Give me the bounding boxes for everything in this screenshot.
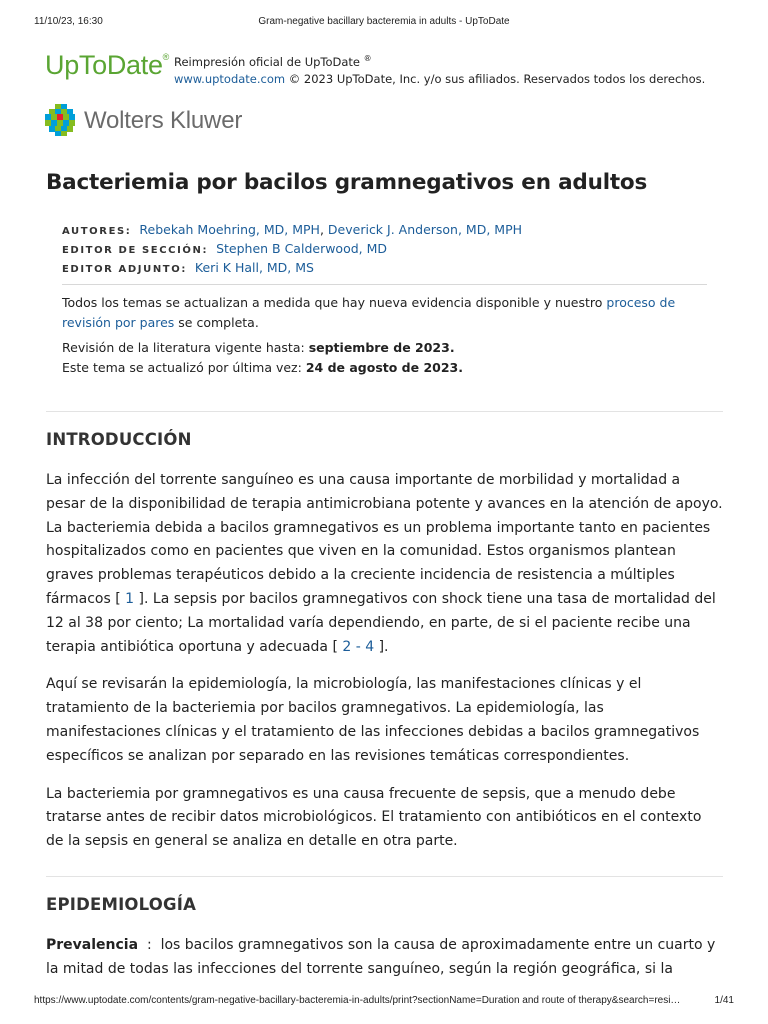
update-note [62, 293, 707, 333]
section-divider [46, 411, 723, 412]
last-updated-line [62, 358, 707, 378]
lit-review-line [62, 338, 707, 358]
peer-review-link[interactable]: proceso de revisión por pares [62, 295, 676, 330]
authors-label: AUTORES: [62, 226, 132, 237]
reference-link-2-4[interactable]: 2 - 4 [342, 638, 375, 655]
copyright-text: © 2023 UpToDate, Inc. y/o sus afiliados. Reservados todos los derechos. [285, 71, 706, 86]
article-title: Bacteriemia por bacilos gramnegativos en adultos [46, 170, 648, 195]
deputy-editor-label: EDITOR ADJUNTO: [62, 264, 187, 275]
last-updated-label: Este tema se actualizó por última vez: [62, 360, 302, 375]
uptodate-logo-text: UpToDate [45, 50, 163, 80]
author-link-2[interactable]: Deverick J. Anderson, MD, MPH [327, 222, 523, 237]
reference-link-1[interactable]: 1 [125, 590, 135, 607]
reprint-registered-mark: ® [363, 54, 372, 63]
uptodate-link[interactable]: www.uptodate.com [174, 71, 286, 86]
intro-p1-text: La infección del torrente sanguíneo es una causa importante de morbilidad y mortalidad a pesar de la disponibilidad de terapia antimicrobiana potente y avances en la atención de apoyo. La bacteriemia debida a bacilos gramnegativos es un problema importante tanto en pacientes hospitalizados como en pacientes que viven en la comunidad. Estos organismos plantean graves problemas terapéuticos debido a la creciente incidencia de resistencia a múltiples fármacos [ [46, 472, 723, 607]
print-url: https://www.uptodate.com/contents/gram-negative-bacillary-bacteremia-in-adults/print?sectionName=Duration and route of therapy&search=resi… [34, 995, 681, 1006]
reprint-notice [174, 50, 705, 88]
reprint-line: Reimpresión oficial de UpToDate [174, 54, 364, 69]
print-footer [34, 995, 734, 1009]
print-date: 11/10/23, 16:30 [34, 16, 103, 27]
prevalence-paragraph [46, 934, 723, 982]
epidemiology-heading: EPIDEMIOLOGÍA [46, 895, 197, 914]
intro-p1-text-3: ]. [374, 638, 389, 655]
lit-review-date: septiembre de 2023. [308, 340, 455, 355]
prevalence-label: Prevalencia [46, 937, 139, 953]
update-note-text: Todos los temas se actualizan a medida que hay nueva evidencia disponible y nuestro [62, 295, 607, 310]
section-divider [46, 876, 723, 877]
intro-paragraph-1 [46, 469, 723, 659]
author-link-1[interactable]: Rebekah Moehring, MD, MPH [139, 222, 320, 237]
deputy-editor-row [62, 258, 707, 277]
uptodate-logo[interactable] [45, 50, 169, 81]
authors-row [62, 220, 707, 239]
author-separator: , [319, 222, 328, 237]
page-number: 1/41 [714, 995, 734, 1006]
metadata-divider [62, 284, 707, 285]
prevalence-separator: : [138, 937, 161, 953]
section-editor-label: EDITOR DE SECCIÓN: [62, 245, 209, 256]
intro-paragraph-2: Aquí se revisarán la epidemiología, la microbiología, las manifestaciones clínicas y el tratamiento de la bacteriemia por bacilos gramnegativos. La epidemiología, las manifestaciones clínicas y el tratamiento de las infecciones debidas a bacilos gramnegativos específicos se analizan por separado en las revisiones temáticas correspondientes. [46, 676, 700, 764]
lit-review-label: Revisión de la literatura vigente hasta: [62, 340, 305, 355]
wolters-kluwer-name: Wolters Kluwer [84, 107, 243, 134]
intro-paragraph-3: La bacteriemia por gramnegativos es una causa frecuente de sepsis, que a menudo debe tratarse antes de recibir datos microbiológicos. El tratamiento con antibióticos en el contexto de la sepsis en general se analiza en detalle en otra parte. [46, 785, 702, 850]
intro-heading: INTRODUCCIÓN [46, 430, 192, 449]
deputy-editor-link[interactable]: Keri K Hall, MD, MS [194, 260, 314, 275]
epidemiology-body [46, 934, 723, 996]
prevalence-text: los bacilos gramnegativos son la causa de aproximadamente entre un cuarto y la mitad de todas las infecciones del torrente sanguíneo, según la región geográfica, si la [46, 937, 716, 977]
intro-body [46, 469, 723, 868]
intro-p1-text-2: ]. La sepsis por bacilos gramnegativos con shock tiene una tasa de mortalidad del 12 al 38 por ciento; La mortalidad varía dependiendo, en parte, de si el paciente recibe una terapia antibiótica oportuna y adecuada [ [46, 590, 716, 655]
section-editor-row [62, 239, 707, 258]
wolters-kluwer-mark-icon [45, 104, 77, 136]
print-header [34, 16, 734, 30]
registered-mark: ® [162, 52, 170, 62]
article-metadata [62, 220, 707, 378]
section-editor-link[interactable]: Stephen B Calderwood, MD [216, 241, 388, 256]
update-note-tail: se completa. [174, 315, 259, 330]
last-updated-date: 24 de agosto de 2023. [305, 360, 463, 375]
print-page-title: Gram-negative bacillary bacteremia in adults - UpToDate [258, 16, 510, 27]
